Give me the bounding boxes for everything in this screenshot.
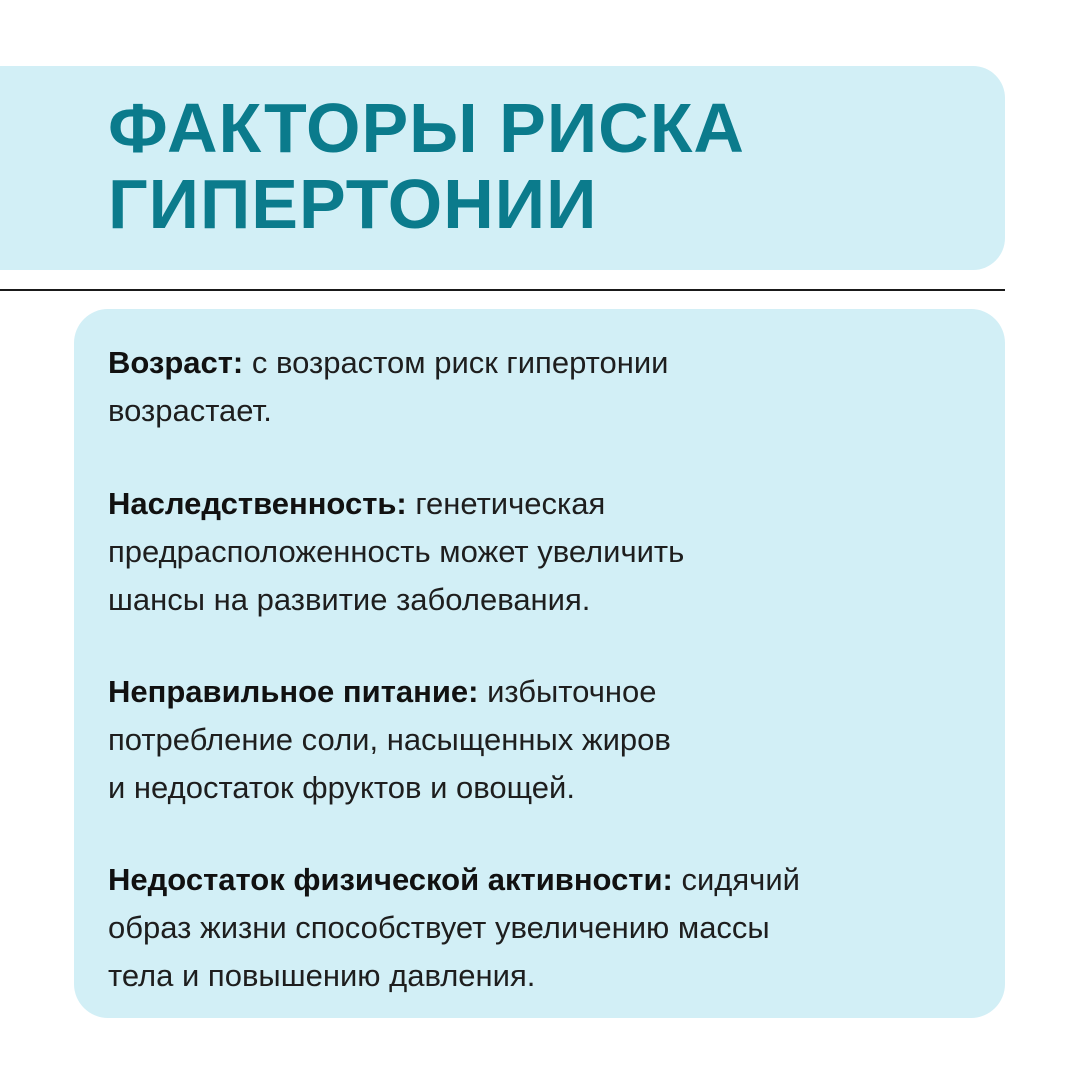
- factor-line: [108, 668, 988, 716]
- factor-term: Возраст:: [108, 345, 244, 380]
- factor-term: Недостаток физической активности:: [108, 862, 673, 897]
- factor-description: генетическая: [406, 486, 606, 521]
- divider: [0, 289, 1005, 291]
- title-line-2: ГИПЕРТОНИИ: [108, 165, 598, 243]
- factor-line: [108, 480, 988, 528]
- factor-term: Наследственность:: [108, 486, 407, 521]
- factor-nutrition: [108, 668, 988, 812]
- factor-age: [108, 339, 988, 435]
- factor-description: избыточное: [478, 674, 657, 709]
- factor-description: предрасположенность может увеличить: [108, 534, 685, 569]
- factor-description: шансы на развитие заболевания.: [108, 582, 591, 617]
- factor-description: образ жизни способствует увеличению массы: [108, 910, 770, 945]
- factor-term: Неправильное питание:: [108, 674, 479, 709]
- factor-line: [108, 339, 988, 387]
- factor-description: и недостаток фруктов и овощей.: [108, 770, 575, 805]
- factor-heredity: [108, 480, 988, 624]
- title-line-1: ФАКТОРЫ РИСКА: [108, 89, 745, 167]
- factor-line: [108, 856, 988, 904]
- page-title: [108, 90, 988, 242]
- factor-description: с возрастом риск гипертонии: [243, 345, 669, 380]
- factor-description: тела и повышению давления.: [108, 958, 536, 993]
- factor-description: возрастает.: [108, 393, 272, 428]
- factor-physical-activity: [108, 856, 988, 1000]
- factor-description: сидячий: [672, 862, 800, 897]
- factor-description: потребление соли, насыщенных жиров: [108, 722, 671, 757]
